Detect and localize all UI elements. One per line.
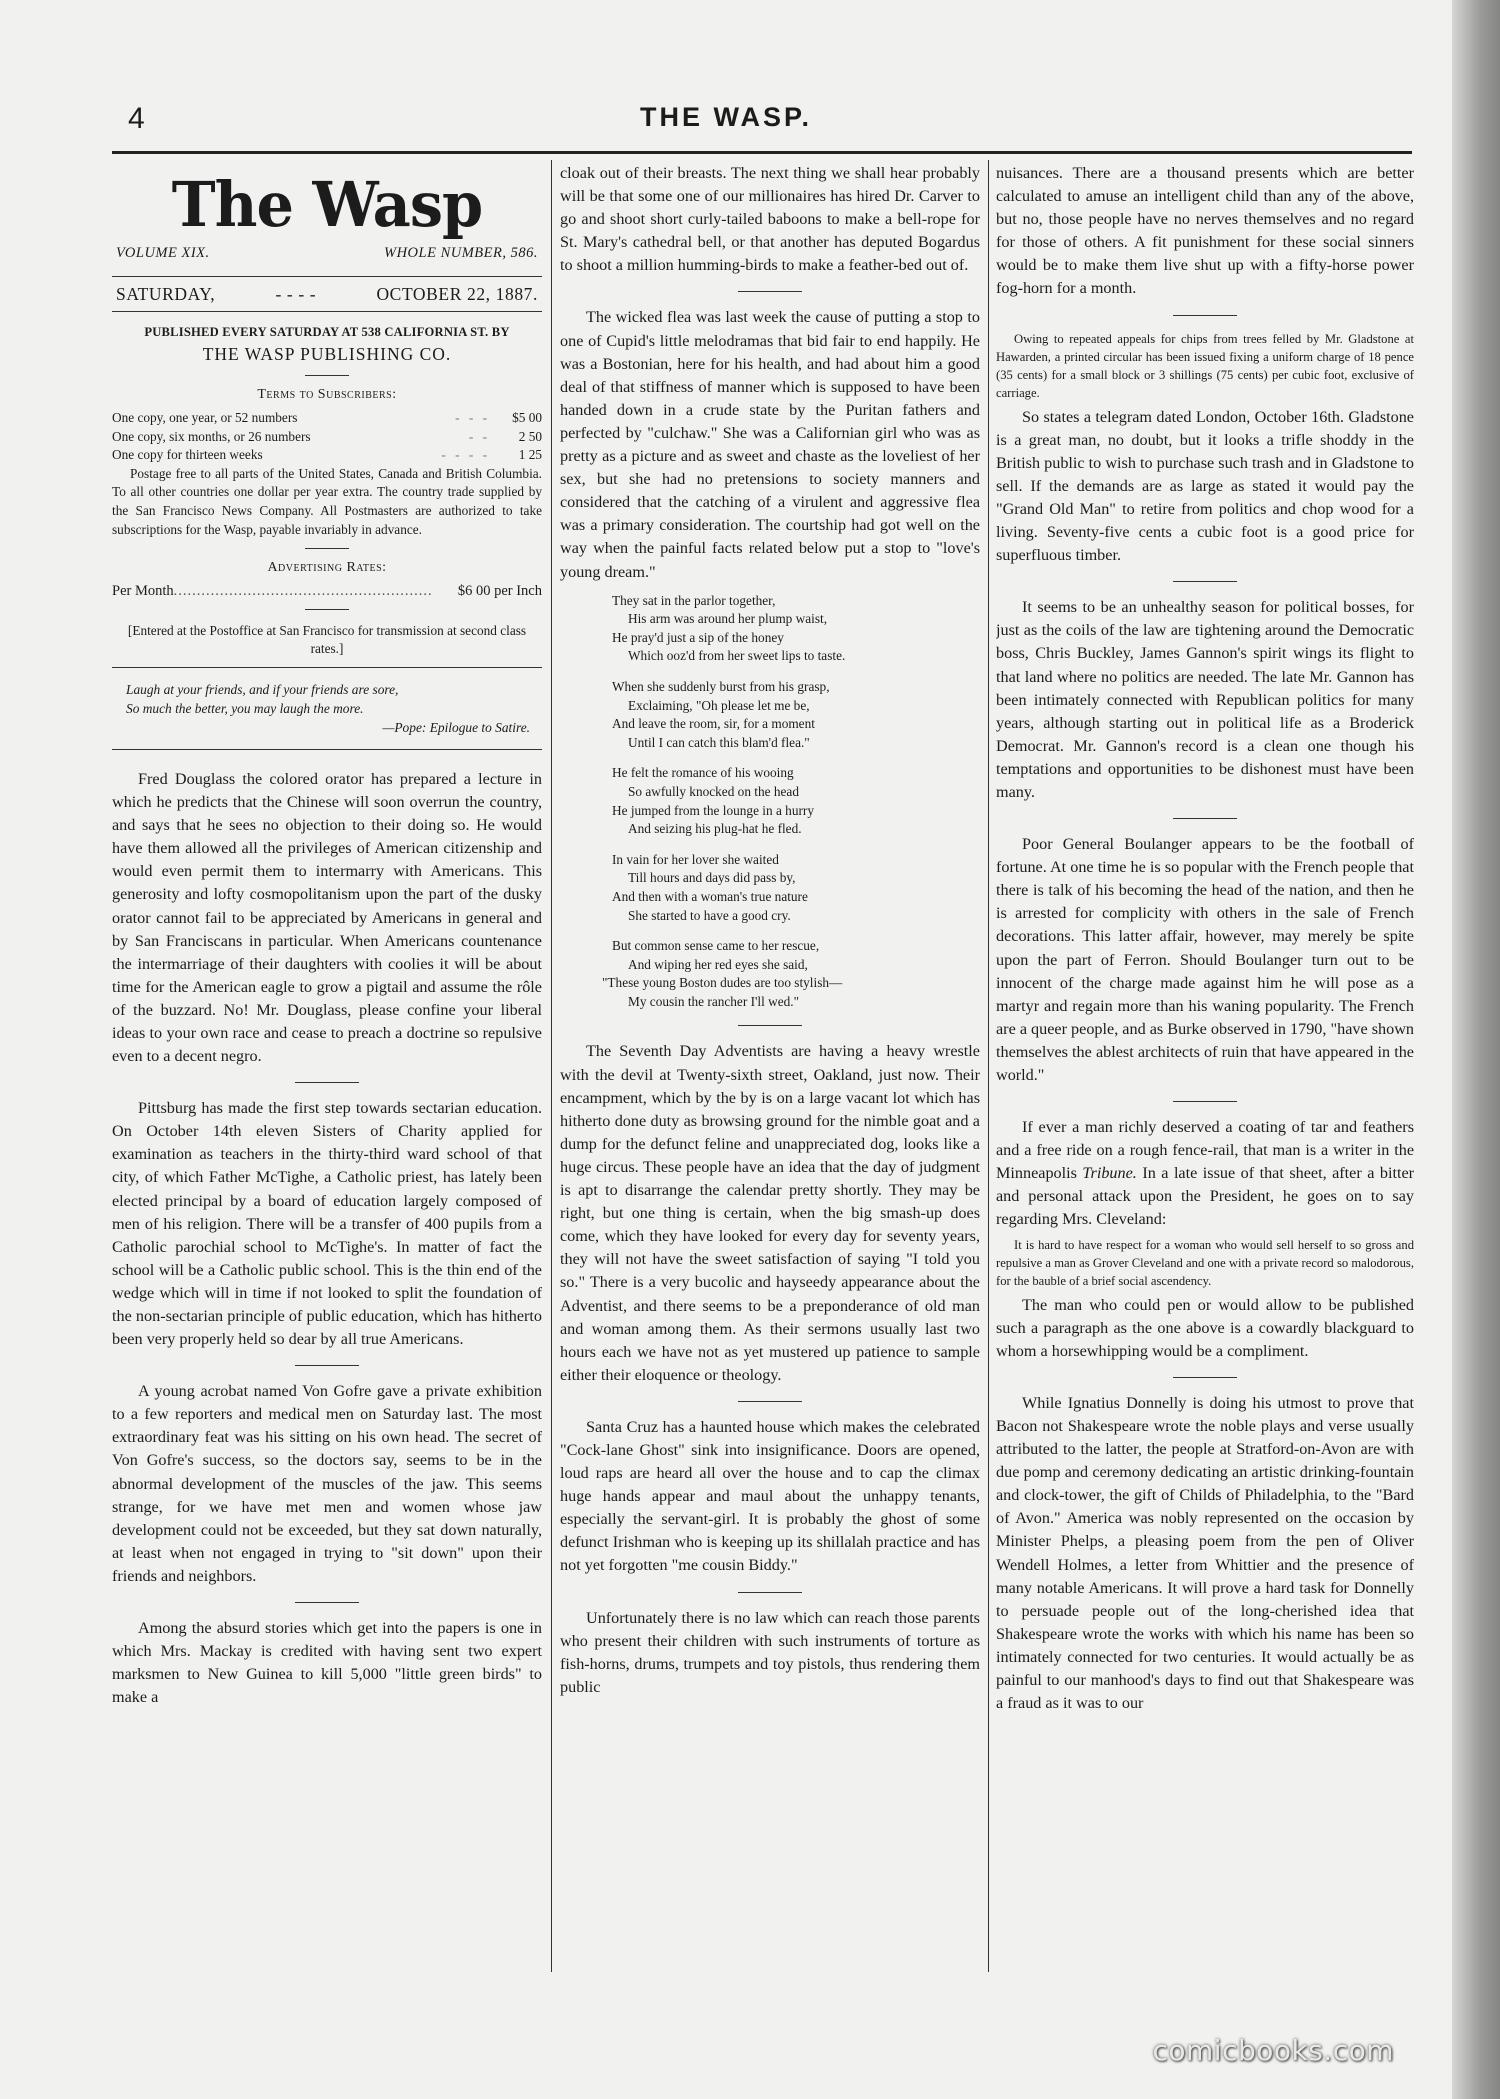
separator xyxy=(738,1025,802,1026)
quote-text: It is hard to have respect for a woman who would sell herself to so gross and repulsive a man as Grover Cleveland and one with a private record so malodorous, for the bauble of a brief social ascendency. xyxy=(996,1237,1414,1288)
terms-dots: - - - xyxy=(455,410,490,425)
terms-heading: Terms to Subscribers: xyxy=(257,387,397,402)
poem-line: And seizing his plug-hat he fled. xyxy=(628,821,802,837)
postage-text: Postage free to all parts of the United States, Canada and British Columbia. To all other countries one dollar per year extra. The country trade supplied by the San Francisco News Company. All Postmasters are authorized to take subscriptions for the Wasp, payable invariably in advance. xyxy=(112,465,542,537)
issue-day: SATURDAY, xyxy=(116,284,216,304)
poem-stanza xyxy=(612,764,980,838)
separator xyxy=(295,1602,359,1603)
poem-line: In vain for her lover she waited xyxy=(612,851,779,867)
terms-dots: - - - - xyxy=(441,447,490,463)
masthead-title: The Wasp xyxy=(171,168,483,241)
column-3 xyxy=(996,162,1414,1972)
poem-stanza xyxy=(612,592,980,666)
flea-poem xyxy=(602,592,980,1012)
article-donnelly: While Ignatius Donnelly is doing his utmost to prove that Bacon not Shakespeare wrote the noble plays and verse usually attributed to the latter, the people at Stratford-on-Avon are with due pomp and ceremony dedicating an artistic drinking-fountain and clock-tower, the gift of Childs of Philadelphia, to the "Bard of Avon." America was nobly represented on the occasion by Minister Phelps, a pleasing poem from the pen of Oliver Wendell Holmes, a letter from Whittier and the presence of many notable Americans. It will prove a hard task for Donnelly to persuade people out of the long-cherished idea that Shakespeare wrote the works with which his name has been so intimately connected for two centuries. It would actually be as painful to our manhood's days to find out that Shakespeare was a fraud as it was to our xyxy=(996,1393,1414,1713)
separator xyxy=(295,1365,359,1366)
column-1 xyxy=(112,162,542,1972)
watermark-text: comicbooks.com xyxy=(1152,2034,1394,2067)
column-rule-1 xyxy=(551,160,552,1972)
terms-row xyxy=(112,446,542,465)
terms-price: 2 50 xyxy=(518,428,542,444)
poem-line: She started to have a good cry. xyxy=(628,907,791,923)
motto-attribution: —Pope: Epilogue to Satire. xyxy=(382,719,530,735)
separator xyxy=(1173,1377,1237,1378)
poem-stanza xyxy=(612,851,980,925)
separator xyxy=(738,291,802,292)
tribune-name: Tribune. xyxy=(1082,1164,1137,1183)
date-dashes: - - - - xyxy=(275,284,317,304)
terms-price: $5 00 xyxy=(512,410,542,425)
article-boulanger: Poor General Boulanger appears to be the football of fortune. At one time he is so popular with the French people that there is talk of his becoming the head of the nation, and then he is arrested for complicity with others in the sale of French decorations. This latter affair, however, may merely be spite upon the part of Ferron. Should Boulanger turn out to be innocent of the charge made against him he will pose as a martyr and regain more than his waning popularity. The French are a queer people, and as Burke observed in 1790, "have shown themselves the ablest architects of ruin that have appeared in the world." xyxy=(996,835,1414,1084)
postage-notice xyxy=(112,465,542,539)
poem-line: He felt the romance of his wooing xyxy=(612,765,794,781)
article-nuisances-continued: nuisances. There are a thousand presents which are better calculated to amuse an intelligent child than any of the above, but no, those people have no nerves themselves and no regard for those of others. A fit punishment for these social sinners would be to make them live shut up with a fifty-horse power fog-horn for a month. xyxy=(996,164,1414,298)
article-pittsburg: Pittsburg has made the first step towards sectarian education. On October 14th eleven Sisters of Charity applied for examination as teachers in the thirty-third ward school of that city, of which Father McTighe, a Catholic priest, has lately been elected principal by a board of education largely composed of men of his religion. There will be a transfer of 400 pupils from a Catholic parochial school to McTighe's. In matter of fact the school will be a Catholic public school. This is the thin end of the wedge which will in time if not looked to split the foundation of the non-sectarian principle of public education, which has hitherto been very properly held so dear by all true Americans. xyxy=(112,1099,542,1349)
advertising-value: $6 00 per Inch xyxy=(457,583,542,600)
terms-dots: - - xyxy=(468,428,490,444)
separator xyxy=(738,1401,802,1402)
separator xyxy=(305,548,349,549)
advertising-label: Per Month xyxy=(112,583,174,600)
separator xyxy=(1173,315,1237,316)
running-title: THE WASP. xyxy=(639,102,813,132)
rule xyxy=(112,667,542,668)
terms-row xyxy=(112,428,542,447)
article-tribune xyxy=(996,1116,1414,1231)
motto xyxy=(126,680,542,737)
published-by: PUBLISHED EVERY SATURDAY AT 538 CALIFORNIA ST. BY xyxy=(144,325,510,339)
poem-line: He jumped from the lounge in a hurry xyxy=(612,802,814,818)
article-adventists: The Seventh Day Adventists are having a heavy wrestle with the devil at Twenty-sixth street, Oakland, just now. Their encampment, which by the by is on a large vacant lot which has hitherto done duty as browsing ground for the nimble goat and a dump for the defunct feline and unappreciated dog, looks like a huge circus. These people have an idea that the day of judgment is apt to disarrange the calendar pretty shortly. They may be right, but one thing is certain, when the big smash-up does come, which they have looked for every day for seventy years, they will not have the sweet satisfaction of saying "I told you so." There is a very bucolic and hayseedy appearance about the Adventist, and there seems to be a preponderance of old man and woman among them. As their sermons usually last two hours each we have not as yet mustered up patience to sample either their eloquence or theology. xyxy=(560,1042,980,1384)
header-rule xyxy=(112,151,1412,154)
quote-text: Owing to repeated appeals for chips from trees felled by Mr. Gladstone at Hawarden, a printed circular has been issued fixing a uniform charge of 18 pence (35 cents) for a small block or 3 shillings (75 cents) per cubic foot, exclusive of carriage. xyxy=(996,331,1414,400)
article-cloak-continued: cloak out of their breasts. The next thing we shall hear probably will be that some one of our millionaires has hired Dr. Carver to go and shoot short curly-tailed baboons to make a bell-rope for St. Mary's cathedral bell, or that another has deputed Bogardus to shoot a million humming-birds to make a feather-bed out of. xyxy=(560,164,980,275)
date-row xyxy=(112,276,542,312)
column-2 xyxy=(560,162,980,1972)
poem-line: Which ooz'd from her sweet lips to taste. xyxy=(628,648,846,664)
separator xyxy=(1173,581,1237,582)
whole-number: WHOLE NUMBER, 586. xyxy=(384,245,538,261)
advertising-heading: Advertising Rates: xyxy=(267,560,387,576)
column-rule-2 xyxy=(988,160,989,1972)
publisher-name: THE WASP PUBLISHING CO. xyxy=(202,344,452,364)
poem-line: "These young Boston dudes are too stylish— xyxy=(602,975,843,991)
motto-line: Laugh at your friends, and if your friends are sore, xyxy=(126,681,399,697)
entered-notice: [Entered at the Postoffice at San Francisco for transmission at second class rates.] xyxy=(127,622,527,657)
poem-line: They sat in the parlor together, xyxy=(612,592,776,608)
separator xyxy=(305,375,349,376)
poem-line: Till hours and days did pass by, xyxy=(628,870,796,886)
volume-row xyxy=(112,242,542,264)
poem-line: So awfully knocked on the head xyxy=(628,783,799,799)
article-cleveland: The man who could pen or would allow to be published such a paragraph as the one above is a cowardly blackguard to whom a horsewhipping would be a compliment. xyxy=(996,1295,1414,1360)
poem-line: But common sense came to her rescue, xyxy=(612,938,820,954)
advertising-rate xyxy=(112,582,542,601)
issue-date: OCTOBER 22, 1887. xyxy=(376,284,538,304)
terms-label: One copy, one year, or 52 numbers xyxy=(112,410,298,425)
separator xyxy=(295,1082,359,1083)
poem-line: He pray'd just a sip of the honey xyxy=(612,629,784,645)
volume: VOLUME XIX. xyxy=(116,245,210,261)
tribune-text-1: If ever a man richly deserved a coating of tar and feathers and a free ride on a rough fence-rail, that man is a writer in the Minneapolis xyxy=(996,1118,1414,1183)
poem-line: And wiping her red eyes she said, xyxy=(628,956,808,972)
article-santa-cruz: Santa Cruz has a haunted house which makes the celebrated "Cock-lane Ghost" sink into insignificance. Doors are opened, loud raps are heard all over the house and to cap the climax huge hands appear and maul about the unhappy tenants, especially the servant-girl. It is probably the ghost of some defunct Irishman who is keeping up its shillalah practice and has not yet forgotten "me cousin Biddy." xyxy=(560,1417,980,1575)
page-number: 4 xyxy=(128,102,145,135)
poem-line: My cousin the rancher I'll wed." xyxy=(628,993,800,1009)
poem-stanza xyxy=(612,678,980,752)
terms-row xyxy=(112,409,542,428)
separator xyxy=(1173,1101,1237,1102)
terms-label: One copy, six months, or 26 numbers xyxy=(112,428,311,444)
poem-line: Until I can catch this blam'd flea." xyxy=(628,734,810,750)
poem-line: When she suddenly burst from his grasp, xyxy=(612,678,830,694)
cleveland-quote xyxy=(996,1236,1414,1290)
terms-price: 1 25 xyxy=(518,447,542,463)
page-edge xyxy=(1452,0,1500,2099)
leader-dots: ........................................................ xyxy=(173,583,433,600)
tribune-text-2: In a late issue of that sheet, after a bitter and personal attack upon the President, he goes on to say regarding Mrs. Cleveland: xyxy=(996,1164,1414,1229)
poem-line: And then with a woman's true nature xyxy=(612,888,808,904)
poem-line: Exclaiming, "Oh please let me be, xyxy=(628,697,810,713)
article-flea: The wicked flea was last week the cause of putting a stop to one of Cupid's little melodramas that bid fair to end happily. He was a Bostonian, here for his health, and had about him a good deal of that stiffness of manner which is supposed to have been handed down in a crude state by the Puritan fathers and perfected by "culchaw." She was a Californian girl who was as pretty as a picture and as sweet and chaste as the loveliest of her sex, but she had no pretensions to society manners and considered that the catching of a virulent and aggressive flea was a primary consideration. The courtship had got well on the way when the painful facts related below put a stop to "love's young dream." xyxy=(560,308,980,581)
separator xyxy=(1173,818,1237,819)
poem-stanza xyxy=(602,937,980,1011)
article-parents: Unfortunately there is no law which can reach those parents who present their children with such instruments of torture as fish-horns, drums, trumpets and toy pistols, thus rendering them public xyxy=(560,1608,980,1696)
article-gladstone: So states a telegram dated London, October 16th. Gladstone is a great man, no doubt, but it looks a trifle shoddy in the British public to wish to purchase such trash and in Gladstone to sell. If the demands are as large as stated it would pay the "Grand Old Man" to retire from politics and chop wood for a living. Seventy-five cents a cubic foot is a good price for superfluous timber. xyxy=(996,407,1414,565)
article-absurd-stories: Among the absurd stories which get into the papers is one in which Mrs. Mackay is credited with having sent two expert marksmen to New Guinea to kill 5,000 "little green birds" to make a xyxy=(112,1619,542,1707)
article-acrobat: A young acrobat named Von Gofre gave a private exhibition to a few reporters and medical men on Saturday last. The most extraordinary feat was his sitting on his own head. The secret of Von Gofre's success, so the doctors say, seems to be in the abnormal development of the muscles of the jaw. This seems strange, for we have met men and women whose jaw development could not be exceeded, but they sat down naturally, at least when not engaged in trying to "sit down" upon their friends and neighbors. xyxy=(112,1382,542,1585)
article-bosses: It seems to be an unhealthy season for political bosses, for just as the coils of the law are tightening around the Democratic boss, Chris Buckley, James Gannon's spirit wings its flight to that land where no politics are needed. The late Mr. Gannon has been intimately connected with Republican politics for many years, although starting out in political life as a Broderick Democrat. Mr. Gannon's record is a clean one though his temptations and opportunities to be dishonest must have been many. xyxy=(996,598,1414,801)
rule xyxy=(112,749,542,750)
article-douglass: Fred Douglass the colored orator has prepared a lecture in which he predicts that the Chinese will soon overrun the country, and says that he sees no objection to their doing so. He would have them allowed all the privileges of American citizenship and would even permit them to intermarry with Americans. This generosity and lofty cosmopolitanism upon the part of the dusky orator cannot fail to be appreciated by Americans in general and by San Franciscans in particular. When Americans countenance the intermarriage of their daughters with coolies it will be about time for the American eagle to grow a pigtail and assume the rôle of the buzzard. No! Mr. Douglass, please confine your liberal ideas to your own race and cease to preach a doctrine so repulsive even to a decent negro. xyxy=(112,769,542,1066)
poem-line: And leave the room, sir, for a moment xyxy=(612,716,815,732)
separator xyxy=(738,1592,802,1593)
terms-label: One copy for thirteen weeks xyxy=(112,447,263,463)
poem-line: His arm was around her plump waist, xyxy=(628,611,828,627)
separator xyxy=(305,609,349,610)
motto-line: So much the better, you may laugh the more. xyxy=(126,700,364,716)
gladstone-quote xyxy=(996,330,1414,402)
